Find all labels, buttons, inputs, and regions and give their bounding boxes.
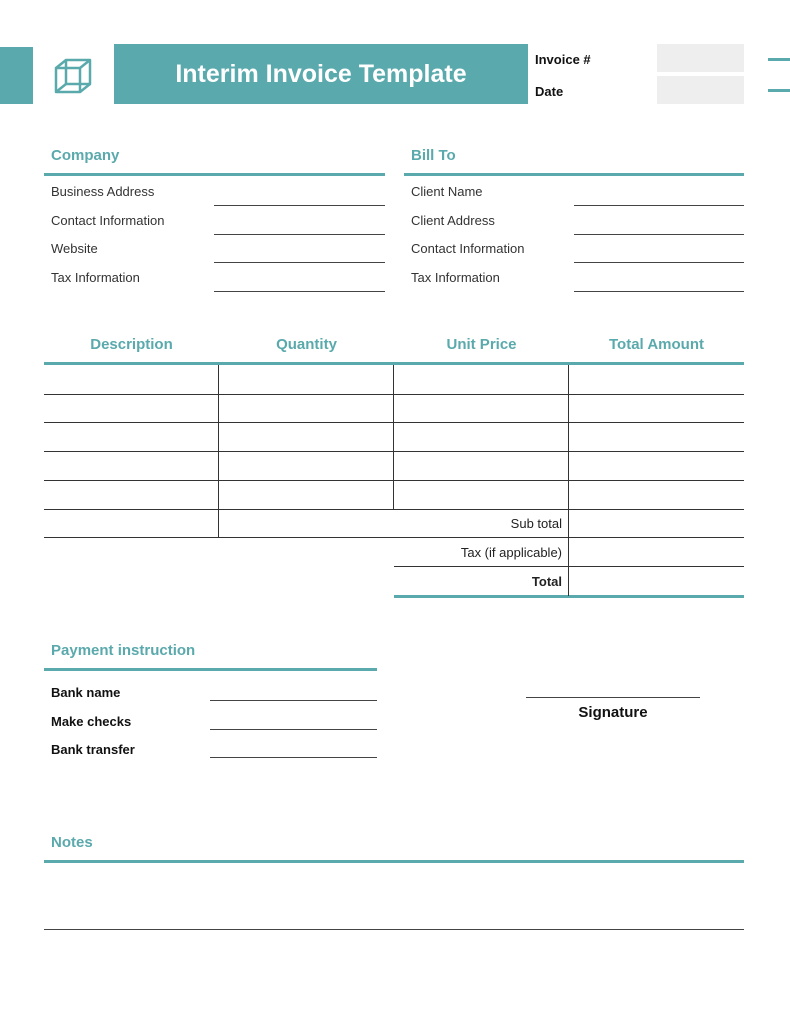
signature-label: Signature (578, 704, 648, 721)
bill-to-title: Bill To (411, 147, 456, 164)
contact-information-field[interactable] (214, 234, 385, 235)
bank-transfer-field[interactable] (210, 757, 377, 758)
client-tax-field[interactable] (574, 291, 744, 292)
notes-rule (44, 860, 744, 863)
client-name-label: Client Name (411, 184, 483, 199)
client-address-field[interactable] (574, 234, 744, 235)
cube-icon (52, 56, 94, 98)
date-field[interactable] (657, 76, 744, 104)
company-title: Company (51, 147, 120, 164)
table-row (44, 480, 744, 481)
table-row (44, 394, 744, 395)
business-address-label: Business Address (51, 184, 155, 199)
client-name-field[interactable] (574, 205, 744, 206)
table-row (394, 566, 744, 567)
signature-field[interactable] (526, 697, 700, 698)
notes-title: Notes (51, 834, 93, 851)
table-row (44, 509, 744, 510)
date-label: Date (535, 84, 564, 99)
make-checks-field[interactable] (210, 729, 377, 730)
business-address-field[interactable] (214, 205, 385, 206)
payment-rule (44, 668, 377, 671)
client-address-label: Client Address (411, 213, 495, 228)
column-divider (568, 365, 569, 596)
table-header-rule (44, 362, 744, 365)
tax-information-field[interactable] (214, 291, 385, 292)
column-quantity: Quantity (276, 336, 337, 353)
bank-name-field[interactable] (210, 700, 377, 701)
tax-label: Tax (if applicable) (460, 545, 562, 560)
column-total-amount: Total Amount (609, 336, 704, 353)
invoice-number-label: Invoice # (535, 52, 591, 67)
invoice-number-field[interactable] (657, 44, 744, 72)
invoice-title: Interim Invoice Template (114, 44, 528, 104)
website-field[interactable] (214, 262, 385, 263)
bank-transfer-label: Bank transfer (51, 742, 135, 757)
column-divider (393, 365, 394, 510)
client-tax-label: Tax Information (411, 270, 500, 285)
total-label: Total (531, 574, 562, 589)
right-accent-dash (768, 58, 790, 61)
total-rule (394, 595, 744, 598)
subtotal-label: Sub total (510, 516, 562, 531)
company-rule (44, 173, 385, 176)
bank-name-label: Bank name (51, 685, 121, 700)
right-accent-dash (768, 89, 790, 92)
notes-field[interactable] (44, 929, 744, 930)
client-contact-field[interactable] (574, 262, 744, 263)
tax-information-label: Tax Information (51, 270, 140, 285)
column-description: Description (90, 336, 173, 353)
bill-to-rule (404, 173, 744, 176)
table-row (44, 422, 744, 423)
client-contact-label: Contact Information (411, 241, 525, 256)
table-row (44, 451, 744, 452)
website-label: Website (51, 241, 98, 256)
table-row (44, 537, 744, 538)
column-unit-price: Unit Price (446, 336, 517, 353)
left-accent-tab (0, 47, 33, 104)
contact-information-label: Contact Information (51, 213, 165, 228)
payment-title: Payment instruction (51, 642, 196, 659)
make-checks-label: Make checks (51, 714, 132, 729)
column-divider (218, 365, 219, 538)
